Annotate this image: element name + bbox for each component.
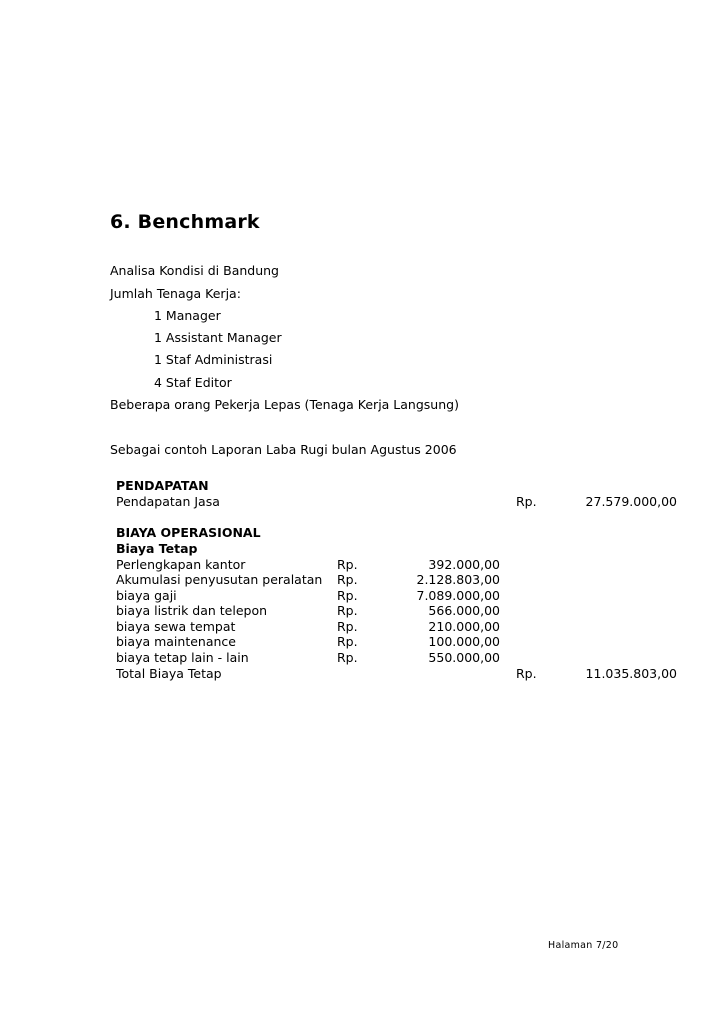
row-amount: 566.000,00 [428, 603, 500, 618]
intro-freelancers: Beberapa orang Pekerja Lepas (Tenaga Kerja Langsung) [110, 397, 459, 412]
intro-workforce-label: Jumlah Tenaga Kerja: [110, 286, 241, 301]
row-label: biaya tetap lain - lain [116, 650, 249, 665]
row-currency: Rp. [337, 572, 358, 587]
report-row [116, 557, 686, 573]
row-amount: 100.000,00 [428, 634, 500, 649]
report-row-pendapatan-jasa [116, 494, 686, 510]
staff-item: 1 Staf Administrasi [154, 352, 273, 367]
report-row [116, 588, 686, 604]
row-currency: Rp. [337, 603, 358, 618]
report-biaya-operasional-title: BIAYA OPERASIONAL [116, 525, 261, 540]
page-number: Halaman 7/20 [548, 940, 619, 951]
section-heading: 6. Benchmark [110, 211, 260, 233]
row-currency: Rp. [516, 494, 537, 509]
row-currency: Rp. [337, 557, 358, 572]
row-amount: 27.579.000,00 [585, 494, 677, 509]
staff-item: 4 Staf Editor [154, 375, 232, 390]
staff-item: 1 Manager [154, 308, 221, 323]
report-row-total [116, 666, 686, 682]
row-label: Akumulasi penyusutan peralatan [116, 572, 323, 587]
row-label: biaya maintenance [116, 634, 236, 649]
row-currency: Rp. [337, 634, 358, 649]
row-label: biaya sewa tempat [116, 619, 236, 634]
report-row [116, 619, 686, 635]
report-pendapatan-title: PENDAPATAN [116, 478, 209, 493]
report-biaya-tetap-title: Biaya Tetap [116, 541, 198, 556]
row-label: Pendapatan Jasa [116, 494, 220, 509]
row-label: biaya gaji [116, 588, 177, 603]
staff-item: 1 Assistant Manager [154, 330, 282, 345]
row-currency: Rp. [337, 619, 358, 634]
row-amount: 2.128.803,00 [416, 572, 500, 587]
row-label: Perlengkapan kantor [116, 557, 246, 572]
row-amount: 7.089.000,00 [416, 588, 500, 603]
report-row [116, 634, 686, 650]
intro-report-caption: Sebagai contoh Laporan Laba Rugi bulan Agustus 2006 [110, 442, 457, 457]
row-label: biaya listrik dan telepon [116, 603, 268, 618]
report-row [116, 572, 686, 588]
row-amount: 210.000,00 [428, 619, 500, 634]
report-row [116, 650, 686, 666]
report-row [116, 603, 686, 619]
row-label: Total Biaya Tetap [116, 666, 222, 681]
row-currency: Rp. [337, 588, 358, 603]
row-currency: Rp. [337, 650, 358, 665]
intro-location: Analisa Kondisi di Bandung [110, 263, 279, 278]
row-currency: Rp. [516, 666, 537, 681]
row-amount: 550.000,00 [428, 650, 500, 665]
row-amount: 11.035.803,00 [585, 666, 677, 681]
row-amount: 392.000,00 [428, 557, 500, 572]
